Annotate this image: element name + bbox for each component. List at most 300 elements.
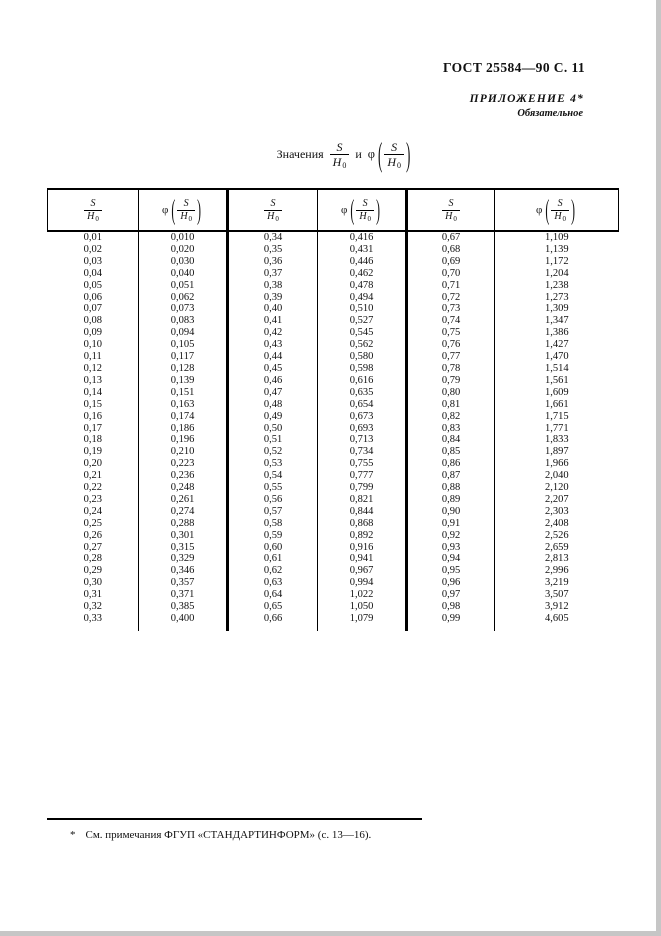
h-symbol: H (267, 210, 275, 222)
values-table-wrapper (47, 188, 618, 631)
left-paren: ( (545, 192, 550, 226)
footnote-text: См. примечания ФГУП «СТАНДАРТИНФОРМ» (с. 13—16). (85, 829, 372, 841)
s-h0-value: 0,51 (228, 434, 318, 446)
phi-value: 2,659 (544, 541, 569, 553)
table-row (48, 268, 619, 280)
phi-value: 1,172 (544, 255, 569, 267)
table-row (48, 565, 619, 577)
phi-value: 1,238 (544, 279, 569, 291)
right-paren: ) (406, 133, 411, 173)
s-h0-value: 0,56 (228, 494, 318, 506)
s-h0-value: 0,99 (407, 613, 495, 625)
phi-value: 0,967 (318, 565, 407, 577)
phi-value: 0,385 (139, 601, 228, 613)
phi-value: 1,609 (544, 386, 569, 398)
col-header-s-h0 (48, 189, 139, 231)
pad-cell (495, 625, 619, 631)
table-row (48, 244, 619, 256)
table-row (48, 411, 619, 423)
standard-reference: ГОСТ 25584—90 С. 11 (442, 60, 585, 75)
s-h0-value: 0,34 (228, 231, 318, 244)
table-row (48, 458, 619, 470)
s-h0-value: 0,15 (48, 399, 139, 411)
fraction-numerator: S (90, 197, 96, 209)
s-h0-value: 0,28 (48, 553, 139, 565)
table-row (48, 553, 619, 565)
fraction-numerator: S (448, 197, 454, 209)
table-row (48, 434, 619, 446)
table-row (48, 231, 619, 244)
phi-value: 0,616 (318, 375, 407, 387)
s-h0-value: 0,68 (407, 244, 495, 256)
s-h0-value: 0,91 (407, 518, 495, 530)
phi-value: 0,892 (318, 530, 407, 542)
col-header-phi (495, 189, 619, 231)
phi-value: 0,478 (318, 280, 407, 292)
s-h0-value: 0,80 (407, 387, 495, 399)
phi-value: 1,386 (544, 327, 569, 339)
fraction-denominator (177, 210, 195, 222)
phi-value: 1,050 (318, 601, 407, 613)
phi-value: 0,040 (139, 268, 228, 280)
phi-value: 0,030 (139, 256, 228, 268)
subscript-zero: 0 (188, 214, 193, 223)
s-h0-value: 0,81 (407, 399, 495, 411)
s-h0-value: 0,23 (48, 494, 139, 506)
s-h0-value: 0,88 (407, 482, 495, 494)
table-row (48, 589, 619, 601)
phi-value: 0,755 (318, 458, 407, 470)
phi-value: 0,693 (318, 423, 407, 435)
phi-value: 0,301 (139, 530, 228, 542)
phi-value: 1,347 (544, 315, 569, 327)
s-h0-value: 0,05 (48, 280, 139, 292)
s-h0-value: 0,44 (228, 351, 318, 363)
phi-value: 2,526 (544, 529, 569, 541)
s-h0-value: 0,87 (407, 470, 495, 482)
s-h0-value: 0,89 (407, 494, 495, 506)
phi-value: 1,715 (544, 410, 569, 422)
fraction-denominator (551, 210, 569, 222)
s-h0-value: 0,75 (407, 327, 495, 339)
phi-value: 0,062 (139, 292, 228, 304)
s-h0-value: 0,92 (407, 530, 495, 542)
s-over-h0-fraction (84, 199, 102, 222)
phi-value: 2,813 (544, 553, 569, 565)
phi-value: 0,020 (139, 244, 228, 256)
right-paren: ) (376, 192, 381, 226)
fraction-numerator: S (391, 140, 398, 154)
fraction-denominator (84, 210, 102, 222)
phi-value: 1,022 (318, 589, 407, 601)
col-header-s-h0 (407, 189, 495, 231)
phi-value: 0,580 (318, 351, 407, 363)
s-h0-value: 0,71 (407, 280, 495, 292)
phi-value: 1,204 (544, 267, 569, 279)
phi-value: 1,109 (544, 232, 569, 243)
table-body (48, 231, 619, 631)
title-fraction-slot (330, 141, 350, 168)
s-h0-value: 0,53 (228, 458, 318, 470)
s-h0-value: 0,39 (228, 292, 318, 304)
phi-value: 0,598 (318, 363, 407, 375)
h-symbol: H (554, 210, 562, 222)
fraction-numerator: S (557, 197, 563, 209)
title-and: и (355, 147, 362, 161)
pad-cell (228, 625, 318, 631)
s-h0-value: 0,96 (407, 577, 495, 589)
table-row (48, 339, 619, 351)
s-h0-value: 0,22 (48, 482, 139, 494)
s-h0-value: 0,61 (228, 553, 318, 565)
h-symbol: H (387, 155, 396, 169)
s-h0-value: 0,31 (48, 589, 139, 601)
table-row (48, 387, 619, 399)
phi-value: 2,207 (544, 493, 569, 505)
s-over-h0-fraction (264, 199, 282, 222)
phi-value: 0,163 (139, 399, 228, 411)
phi-value: 0,010 (139, 231, 228, 244)
s-h0-value: 0,47 (228, 387, 318, 399)
fraction-numerator: S (270, 197, 276, 209)
s-h0-value: 0,90 (407, 506, 495, 518)
s-h0-value: 0,60 (228, 542, 318, 554)
h-symbol: H (180, 210, 188, 222)
phi-value: 1,079 (318, 613, 407, 625)
table-row (48, 613, 619, 625)
left-paren: ( (377, 133, 383, 173)
s-h0-value: 0,95 (407, 565, 495, 577)
phi-value: 0,236 (139, 470, 228, 482)
h-symbol: H (445, 210, 453, 222)
s-h0-value: 0,16 (48, 411, 139, 423)
phi-value: 1,561 (544, 374, 569, 386)
s-h0-value: 0,01 (48, 231, 139, 244)
phi-value: 0,139 (139, 375, 228, 387)
s-h0-value: 0,57 (228, 506, 318, 518)
subscript-zero: 0 (453, 214, 457, 223)
table-row (48, 363, 619, 375)
phi-value: 0,994 (318, 577, 407, 589)
table-row (48, 315, 619, 327)
phi-value: 0,274 (139, 506, 228, 518)
s-h0-value: 0,02 (48, 244, 139, 256)
table-header (48, 189, 619, 231)
table-row (48, 542, 619, 554)
right-paren: ) (197, 192, 202, 226)
table-row (48, 518, 619, 530)
s-h0-value: 0,18 (48, 434, 139, 446)
phi-value: 3,219 (544, 577, 569, 589)
table-row (48, 351, 619, 363)
phi-value: 0,821 (318, 494, 407, 506)
s-h0-value: 0,33 (48, 613, 139, 625)
subscript-zero: 0 (275, 214, 279, 223)
s-h0-value: 0,55 (228, 482, 318, 494)
phi-value: 0,073 (139, 303, 228, 315)
s-h0-value: 0,59 (228, 530, 318, 542)
phi-value: 1,661 (544, 398, 569, 410)
s-h0-value: 0,97 (407, 589, 495, 601)
phi-value: 0,371 (139, 589, 228, 601)
table-title (14, 133, 661, 173)
s-h0-value: 0,26 (48, 530, 139, 542)
left-paren: ( (350, 192, 355, 226)
s-h0-value: 0,13 (48, 375, 139, 387)
footnote (70, 829, 371, 841)
phi-value: 0,357 (139, 577, 228, 589)
s-h0-value: 0,27 (48, 542, 139, 554)
phi-value: 1,427 (544, 339, 569, 351)
pad-cell (407, 625, 495, 631)
phi-value: 0,117 (139, 351, 228, 363)
s-h0-value: 0,24 (48, 506, 139, 518)
phi-symbol: φ (161, 204, 169, 216)
phi-value: 2,040 (544, 470, 569, 482)
phi-value: 1,514 (544, 362, 569, 374)
table-row (48, 423, 619, 435)
s-h0-value: 0,76 (407, 339, 495, 351)
s-h0-value: 0,21 (48, 470, 139, 482)
phi-value: 0,223 (139, 458, 228, 470)
s-h0-value: 0,04 (48, 268, 139, 280)
subscript-zero: 0 (95, 214, 99, 223)
s-h0-value: 0,62 (228, 565, 318, 577)
phi-symbol: φ (535, 204, 543, 216)
table-row (48, 256, 619, 268)
phi-value: 0,210 (139, 446, 228, 458)
appendix-kind-label: Обязательное (517, 108, 583, 119)
table-row (48, 280, 619, 292)
s-h0-value: 0,74 (407, 315, 495, 327)
s-h0-value: 0,64 (228, 589, 318, 601)
phi-value: 0,868 (318, 518, 407, 530)
pad-cell (318, 625, 407, 631)
s-h0-value: 0,03 (48, 256, 139, 268)
phi-value: 0,916 (318, 542, 407, 554)
phi-of-s-over-h0 (535, 192, 577, 226)
phi-value: 0,494 (318, 292, 407, 304)
s-h0-value: 0,54 (228, 470, 318, 482)
s-h0-value: 0,69 (407, 256, 495, 268)
col-header-phi (318, 189, 407, 231)
phi-value: 0,083 (139, 315, 228, 327)
col-header-s-h0 (228, 189, 318, 231)
phi-value: 0,051 (139, 280, 228, 292)
pad-cell (48, 625, 139, 631)
phi-value: 0,799 (318, 482, 407, 494)
phi-value: 0,315 (139, 542, 228, 554)
phi-value: 0,462 (318, 268, 407, 280)
table-row (48, 303, 619, 315)
phi-value: 2,303 (544, 505, 569, 517)
phi-value: 1,833 (544, 434, 569, 446)
phi-value: 1,309 (544, 303, 569, 315)
table-row (48, 470, 619, 482)
table-row (48, 446, 619, 458)
s-over-h0-fraction (330, 141, 350, 168)
scan-edge-bottom (0, 931, 661, 936)
s-over-h0-fraction (442, 199, 460, 222)
table-row (48, 327, 619, 339)
h-symbol: H (359, 210, 367, 222)
scan-edge-right (656, 0, 661, 936)
pad-cell (139, 625, 228, 631)
title-prefix: Значения (276, 147, 324, 161)
s-h0-value: 0,98 (407, 601, 495, 613)
table-row (48, 494, 619, 506)
s-h0-value: 0,82 (407, 411, 495, 423)
phi-value: 0,174 (139, 411, 228, 423)
footnote-divider (47, 818, 422, 820)
s-over-h0-fraction (551, 199, 569, 222)
subscript-zero: 0 (562, 214, 567, 223)
phi-value: 0,329 (139, 553, 228, 565)
s-h0-value: 0,07 (48, 303, 139, 315)
phi-of-s-over-h0 (340, 192, 382, 226)
s-over-h0-fraction (356, 199, 374, 222)
phi-value: 1,966 (544, 458, 569, 470)
phi-value: 0,196 (139, 434, 228, 446)
table-row (48, 577, 619, 589)
phi-value: 0,527 (318, 315, 407, 327)
s-h0-value: 0,66 (228, 613, 318, 625)
s-h0-value: 0,20 (48, 458, 139, 470)
col-header-phi (139, 189, 228, 231)
s-h0-value: 0,41 (228, 315, 318, 327)
s-h0-value: 0,17 (48, 423, 139, 435)
phi-symbol: φ (367, 147, 375, 161)
phi-of-s-over-h0 (367, 133, 413, 173)
s-h0-value: 0,43 (228, 339, 318, 351)
phi-value: 1,139 (544, 243, 569, 255)
s-h0-value: 0,58 (228, 518, 318, 530)
s-h0-value: 0,42 (228, 327, 318, 339)
phi-value: 0,186 (139, 423, 228, 435)
table-border-tail (48, 625, 619, 631)
phi-value: 2,120 (544, 482, 569, 494)
appendix-label: ПРИЛОЖЕНИЕ 4* (469, 93, 584, 105)
phi-value: 0,635 (318, 387, 407, 399)
table-row (48, 375, 619, 387)
subscript-zero: 0 (342, 161, 347, 170)
table-header-row (48, 189, 619, 231)
fraction-numerator: S (362, 197, 368, 209)
phi-value: 0,431 (318, 244, 407, 256)
phi-value: 0,545 (318, 327, 407, 339)
phi-value: 0,713 (318, 434, 407, 446)
table-row (48, 292, 619, 304)
phi-of-s-over-h0 (161, 192, 203, 226)
phi-value: 1,273 (544, 291, 569, 303)
phi-value: 0,673 (318, 411, 407, 423)
s-h0-value: 0,78 (407, 363, 495, 375)
s-h0-value: 0,08 (48, 315, 139, 327)
phi-value: 0,151 (139, 387, 228, 399)
phi-value: 0,288 (139, 518, 228, 530)
s-h0-value: 0,63 (228, 577, 318, 589)
fraction-denominator (264, 210, 282, 222)
s-h0-value: 0,38 (228, 280, 318, 292)
fraction-numerator: S (183, 197, 189, 209)
s-h0-value: 0,65 (228, 601, 318, 613)
s-h0-value: 0,36 (228, 256, 318, 268)
phi-value: 0,941 (318, 553, 407, 565)
s-h0-value: 0,10 (48, 339, 139, 351)
phi-value: 0,400 (139, 613, 228, 625)
phi-symbol: φ (340, 204, 348, 216)
phi-value: 1,771 (544, 422, 569, 434)
s-h0-value: 0,83 (407, 423, 495, 435)
s-h0-value: 0,37 (228, 268, 318, 280)
s-h0-value: 0,84 (407, 434, 495, 446)
right-paren: ) (571, 192, 576, 226)
s-h0-value: 0,72 (407, 292, 495, 304)
phi-value: 0,734 (318, 446, 407, 458)
s-h0-value: 0,11 (48, 351, 139, 363)
s-h0-value: 0,93 (407, 542, 495, 554)
table-row (48, 601, 619, 613)
phi-value: 1,470 (544, 351, 569, 363)
phi-value: 2,996 (544, 565, 569, 577)
values-table (47, 188, 619, 631)
s-h0-value: 0,40 (228, 303, 318, 315)
phi-value: 0,128 (139, 363, 228, 375)
phi-value: 0,094 (139, 327, 228, 339)
left-paren: ( (171, 192, 176, 226)
s-h0-value: 0,25 (48, 518, 139, 530)
s-h0-value: 0,79 (407, 375, 495, 387)
s-h0-value: 0,29 (48, 565, 139, 577)
s-h0-value: 0,77 (407, 351, 495, 363)
fraction-denominator (384, 154, 404, 168)
s-h0-value: 0,94 (407, 553, 495, 565)
fraction-denominator (330, 154, 350, 168)
s-h0-value: 0,46 (228, 375, 318, 387)
phi-value: 3,912 (544, 601, 569, 613)
h-symbol: H (332, 155, 342, 169)
s-h0-value: 0,09 (48, 327, 139, 339)
s-h0-value: 0,30 (48, 577, 139, 589)
s-h0-value: 0,50 (228, 423, 318, 435)
phi-value: 0,844 (318, 506, 407, 518)
h-symbol: H (87, 210, 95, 222)
s-h0-value: 0,49 (228, 411, 318, 423)
subscript-zero: 0 (367, 214, 372, 223)
phi-value: 1,897 (544, 446, 569, 458)
fraction-numerator: S (336, 140, 343, 154)
table-row (48, 399, 619, 411)
s-h0-value: 0,73 (407, 303, 495, 315)
phi-value: 0,562 (318, 339, 407, 351)
s-h0-value: 0,48 (228, 399, 318, 411)
phi-value: 0,261 (139, 494, 228, 506)
s-h0-value: 0,14 (48, 387, 139, 399)
s-h0-value: 0,45 (228, 363, 318, 375)
s-h0-value: 0,19 (48, 446, 139, 458)
phi-value: 0,248 (139, 482, 228, 494)
s-h0-value: 0,35 (228, 244, 318, 256)
phi-value: 3,507 (544, 589, 569, 601)
s-h0-value: 0,70 (407, 268, 495, 280)
fraction-denominator (356, 210, 374, 222)
phi-value: 2,408 (544, 517, 569, 529)
s-h0-value: 0,06 (48, 292, 139, 304)
phi-value: 0,777 (318, 470, 407, 482)
s-h0-value: 0,67 (407, 231, 495, 244)
table-row (48, 506, 619, 518)
s-h0-value: 0,85 (407, 446, 495, 458)
